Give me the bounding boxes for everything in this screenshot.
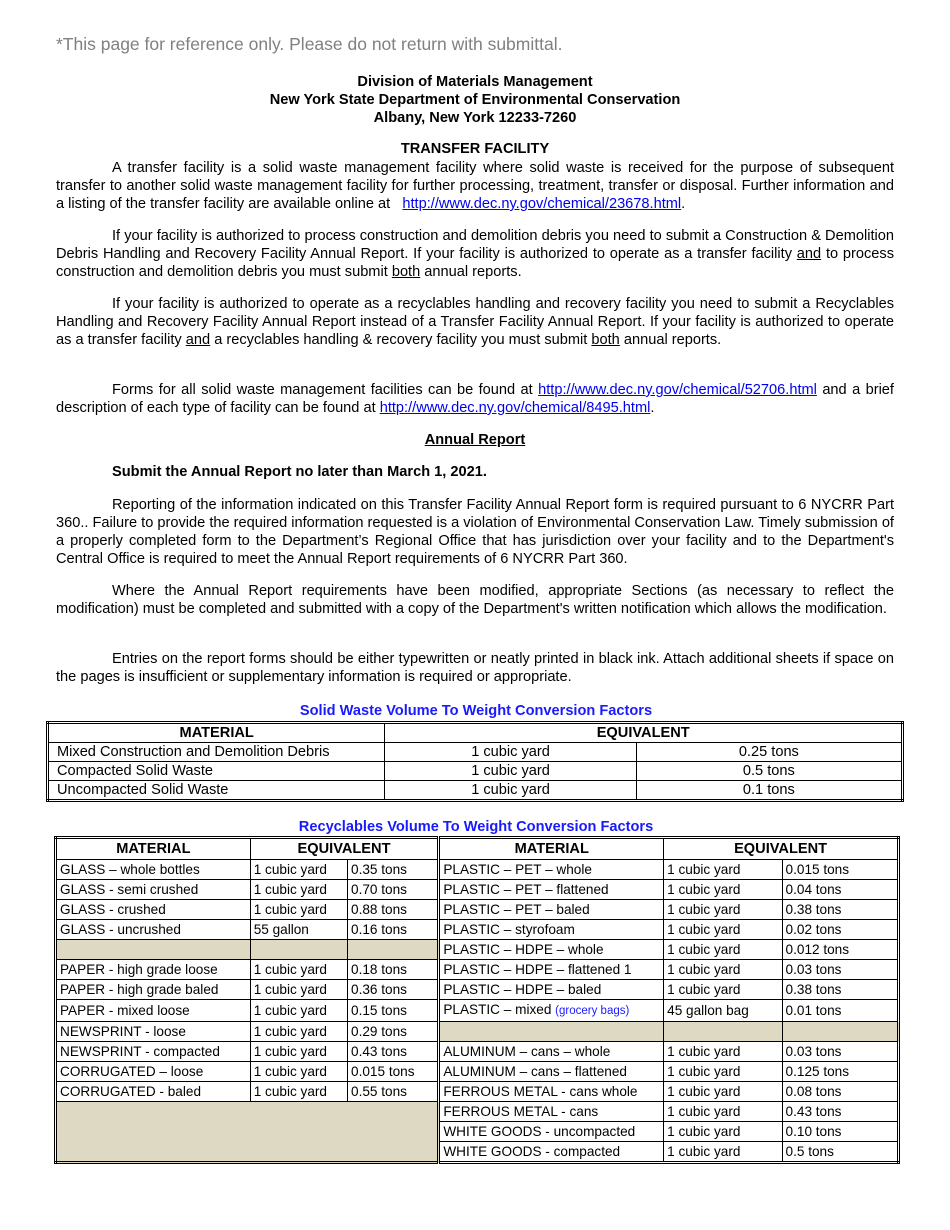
recyclables-table-title: Recyclables Volume To Weight Conversion Factors — [298, 819, 654, 835]
material-text: FERROUS METAL - cans whole — [443, 1084, 638, 1099]
weight-cell: 0.29 tons — [348, 1022, 439, 1042]
column-header-equivalent: EQUIVALENT — [250, 838, 439, 860]
paragraph-forms: Forms for all solid waste management facilities can be found at http://www.dec.ny.gov/chemical/52706.html and a brief description of each type of facility can be found at http://www.dec.ny.gov/chemical/8495.html. — [56, 382, 894, 416]
material-text: PLASTIC – HDPE – baled — [443, 982, 602, 997]
material-cell: GLASS – whole bottles — [56, 860, 251, 880]
paragraph-recyclables — [56, 295, 894, 349]
weight-cell: 0.015 tons — [782, 860, 898, 880]
table-row — [56, 980, 899, 1000]
material-cell — [439, 940, 664, 960]
emphasis-and: and — [796, 246, 822, 262]
emphasis-both: both — [391, 264, 421, 280]
volume-cell: 1 cubic yard — [250, 1042, 347, 1062]
material-cell: PAPER - high grade baled — [56, 980, 251, 1000]
table-row — [48, 743, 903, 762]
volume-cell: 1 cubic yard — [385, 762, 636, 781]
material-note: (grocery bags) — [555, 1005, 630, 1017]
table-row — [56, 1022, 899, 1042]
volume-cell: 1 cubic yard — [664, 1042, 782, 1062]
material-cell — [439, 1102, 664, 1122]
material-text: PLASTIC – mixed — [443, 1002, 552, 1017]
header-address: Albany, New York 12233-7260 — [373, 110, 577, 126]
volume-cell — [250, 940, 347, 960]
material-cell: Compacted Solid Waste — [48, 762, 385, 781]
table-row — [48, 762, 903, 781]
table-row — [56, 1102, 899, 1122]
volume-cell: 1 cubic yard — [250, 1000, 347, 1022]
volume-cell: 1 cubic yard — [664, 960, 782, 980]
column-header-material: MATERIAL — [48, 723, 385, 743]
weight-cell: 0.03 tons — [782, 960, 898, 980]
weight-cell: 0.5 tons — [782, 1142, 898, 1163]
material-cell — [439, 1062, 664, 1082]
material-cell: PAPER - mixed loose — [56, 1000, 251, 1022]
volume-cell: 1 cubic yard — [664, 880, 782, 900]
emphasis-both: both — [591, 332, 620, 348]
weight-cell: 0.18 tons — [348, 960, 439, 980]
paragraph-text: Forms for all solid waste management facilities can be found at — [112, 382, 533, 398]
material-cell — [439, 880, 664, 900]
column-header-material: MATERIAL — [56, 838, 251, 860]
table-row — [56, 880, 899, 900]
emphasis-and: and — [185, 332, 211, 348]
empty-block — [56, 1102, 439, 1163]
material-cell — [439, 1000, 664, 1022]
volume-cell: 1 cubic yard — [664, 940, 782, 960]
material-text: PLASTIC – PET – whole — [443, 862, 592, 877]
weight-cell: 0.01 tons — [782, 1000, 898, 1022]
table-row — [56, 940, 899, 960]
weight-cell: 0.04 tons — [782, 880, 898, 900]
material-cell — [439, 1042, 664, 1062]
link-transfer-facility[interactable]: http://www.dec.ny.gov/chemical/23678.html — [402, 196, 682, 212]
header-department: New York State Department of Environmental Conservation — [269, 92, 681, 108]
material-cell: PAPER - high grade loose — [56, 960, 251, 980]
paragraph-text: and a brief description of each type of facility can be found at — [56, 382, 894, 416]
link-forms[interactable]: http://www.dec.ny.gov/chemical/52706.html — [538, 382, 817, 398]
material-cell — [56, 940, 251, 960]
paragraph-modification: Where the Annual Report requirements have been modified, appropriate Sections (as necessary to reflect the modification) must be completed and submitted with a copy of the Department's written notification which allows the modification. — [56, 583, 894, 617]
table-row — [56, 920, 899, 940]
volume-cell: 45 gallon bag — [664, 1000, 782, 1022]
column-header-equivalent: EQUIVALENT — [664, 838, 899, 860]
weight-cell — [348, 940, 439, 960]
volume-cell: 1 cubic yard — [250, 880, 347, 900]
material-cell — [439, 860, 664, 880]
material-cell: Mixed Construction and Demolition Debris — [48, 743, 385, 762]
weight-cell: 0.03 tons — [782, 1042, 898, 1062]
weight-cell: 0.08 tons — [782, 1082, 898, 1102]
material-text: WHITE GOODS - uncompacted — [443, 1124, 636, 1139]
reference-note: *This page for reference only. Please do not return with submittal. — [56, 34, 563, 54]
material-cell — [439, 920, 664, 940]
volume-cell: 1 cubic yard — [250, 1062, 347, 1082]
material-text: FERROUS METAL - cans — [443, 1104, 599, 1119]
paragraph-entries: Entries on the report forms should be either typewritten or neatly printed in black ink. Attach additional sheets if space on the pages is insufficient or supplementary information is required or appropriate. — [56, 651, 894, 685]
paragraph-text: A transfer facility is a solid waste management facility where solid waste is received for the purpose of subsequent transfer to another solid waste management facility for further processing, treatment, transfer or disposal. Further information and a listing of the transfer facility are available online at — [56, 160, 894, 212]
volume-cell: 1 cubic yard — [250, 1082, 347, 1102]
weight-cell: 0.015 tons — [348, 1062, 439, 1082]
material-cell — [439, 1022, 664, 1042]
volume-cell: 1 cubic yard — [250, 900, 347, 920]
material-cell — [439, 900, 664, 920]
table-row — [56, 960, 899, 980]
material-cell — [439, 1142, 664, 1163]
paragraph-cd-debris — [56, 227, 894, 281]
weight-cell: 0.43 tons — [348, 1042, 439, 1062]
volume-cell: 1 cubic yard — [385, 743, 636, 762]
volume-cell: 1 cubic yard — [664, 1102, 782, 1122]
weight-cell: 0.70 tons — [348, 880, 439, 900]
material-text: ALUMINUM – cans – whole — [443, 1044, 611, 1059]
material-cell: CORRUGATED – loose — [56, 1062, 251, 1082]
annual-report-title: Annual Report — [424, 432, 526, 448]
table-row — [56, 1062, 899, 1082]
column-header-equivalent: EQUIVALENT — [385, 723, 903, 743]
weight-cell: 0.36 tons — [348, 980, 439, 1000]
weight-cell: 0.5 tons — [636, 762, 902, 781]
volume-cell: 1 cubic yard — [664, 1062, 782, 1082]
page-title: TRANSFER FACILITY — [400, 141, 550, 157]
volume-cell: 1 cubic yard — [664, 980, 782, 1000]
table-header-row — [48, 723, 903, 743]
material-text: PLASTIC – HDPE – flattened 1 — [443, 962, 632, 977]
material-text: PLASTIC – HDPE – whole — [443, 942, 604, 957]
weight-cell: 0.88 tons — [348, 900, 439, 920]
recyclables-table — [54, 836, 900, 1164]
table-row — [56, 900, 899, 920]
paragraph-text: to process construction and demolition debris you must submit — [56, 246, 895, 280]
material-cell — [439, 1122, 664, 1142]
weight-cell: 0.16 tons — [348, 920, 439, 940]
weight-cell: 0.1 tons — [636, 781, 902, 801]
header-division: Division of Materials Management — [357, 74, 593, 90]
solid-waste-table-title: Solid Waste Volume To Weight Conversion Factors — [299, 703, 653, 719]
volume-cell: 1 cubic yard — [664, 1082, 782, 1102]
weight-cell: 0.012 tons — [782, 940, 898, 960]
paragraph-text: If your facility is authorized to operate as a recyclables handling and recovery facility you need to submit a Recyclables Handling and Recovery Facility Annual Report instead of a Transfer Facility Annual Report. If your facility is authorized to operate as a transfer facility — [56, 296, 894, 348]
material-cell — [439, 980, 664, 1000]
paragraph-text: If your facility is authorized to process construction and demolition debris you need to submit a Construction & Demolition Debris Handling and Recovery Facility Annual Report. If your facility is authorized to operate as a transfer facility — [56, 228, 894, 262]
material-cell: GLASS - semi crushed — [56, 880, 251, 900]
weight-cell: 0.15 tons — [348, 1000, 439, 1022]
weight-cell: 0.25 tons — [636, 743, 902, 762]
weight-cell: 0.43 tons — [782, 1102, 898, 1122]
material-cell: GLASS - uncrushed — [56, 920, 251, 940]
link-facility-descriptions[interactable]: http://www.dec.ny.gov/chemical/8495.html — [379, 400, 651, 416]
weight-cell: 0.35 tons — [348, 860, 439, 880]
volume-cell: 1 cubic yard — [664, 860, 782, 880]
material-text: PLASTIC – PET – baled — [443, 902, 590, 917]
paragraph-text: a recyclables handling & recovery facility you must submit — [214, 332, 588, 348]
volume-cell: 1 cubic yard — [250, 980, 347, 1000]
material-text: PLASTIC – PET – flattened — [443, 882, 609, 897]
volume-cell: 1 cubic yard — [664, 1142, 782, 1163]
material-cell: GLASS - crushed — [56, 900, 251, 920]
volume-cell: 1 cubic yard — [385, 781, 636, 801]
material-cell: CORRUGATED - baled — [56, 1082, 251, 1102]
weight-cell: 0.38 tons — [782, 900, 898, 920]
table-header-row — [56, 838, 899, 860]
submit-deadline: Submit the Annual Report no later than March 1, 2021. — [112, 464, 487, 480]
weight-cell — [782, 1022, 898, 1042]
material-cell — [439, 1082, 664, 1102]
table-row — [48, 781, 903, 801]
material-text: ALUMINUM – cans – flattened — [443, 1064, 627, 1079]
volume-cell: 1 cubic yard — [250, 960, 347, 980]
weight-cell: 0.02 tons — [782, 920, 898, 940]
volume-cell: 1 cubic yard — [250, 860, 347, 880]
weight-cell: 0.125 tons — [782, 1062, 898, 1082]
volume-cell: 55 gallon — [250, 920, 347, 940]
weight-cell: 0.38 tons — [782, 980, 898, 1000]
volume-cell — [664, 1022, 782, 1042]
material-cell — [439, 960, 664, 980]
volume-cell: 1 cubic yard — [250, 1022, 347, 1042]
volume-cell: 1 cubic yard — [664, 920, 782, 940]
table-row — [56, 1042, 899, 1062]
table-row — [56, 1082, 899, 1102]
material-cell: NEWSPRINT - loose — [56, 1022, 251, 1042]
weight-cell: 0.55 tons — [348, 1082, 439, 1102]
table-row — [56, 860, 899, 880]
material-cell: Uncompacted Solid Waste — [48, 781, 385, 801]
paragraph-reporting: Reporting of the information indicated on this Transfer Facility Annual Report form is required pursuant to 6 NYCRR Part 360.. Failure to provide the required information requested is a violation of Environmental Conservation Law. Timely submission of a properly completed form to the Department’s Regional Office that has jurisdiction over your facility and to the Department's Central Office is required to meet the Annual Report requirements of 6 NYCRR Part 360. — [56, 497, 894, 567]
table-row — [56, 1000, 899, 1022]
column-header-material: MATERIAL — [439, 838, 664, 860]
paragraph-text: annual reports. — [623, 332, 722, 348]
agency-header — [56, 73, 894, 127]
weight-cell: 0.10 tons — [782, 1122, 898, 1142]
material-text: WHITE GOODS - compacted — [443, 1144, 621, 1159]
paragraph-text: annual reports. — [424, 264, 522, 280]
volume-cell: 1 cubic yard — [664, 1122, 782, 1142]
material-cell: NEWSPRINT - compacted — [56, 1042, 251, 1062]
paragraph-transfer-facility: A transfer facility is a solid waste management facility where solid waste is received for the purpose of subsequent transfer to another solid waste management facility for further processing, treatment, transfer or disposal. Further information and a listing of the transfer facility are available online at http://www.dec.ny.gov/chemical/23678.html. — [56, 160, 894, 212]
solid-waste-table — [46, 721, 904, 802]
material-text: PLASTIC – styrofoam — [443, 922, 575, 937]
volume-cell: 1 cubic yard — [664, 900, 782, 920]
